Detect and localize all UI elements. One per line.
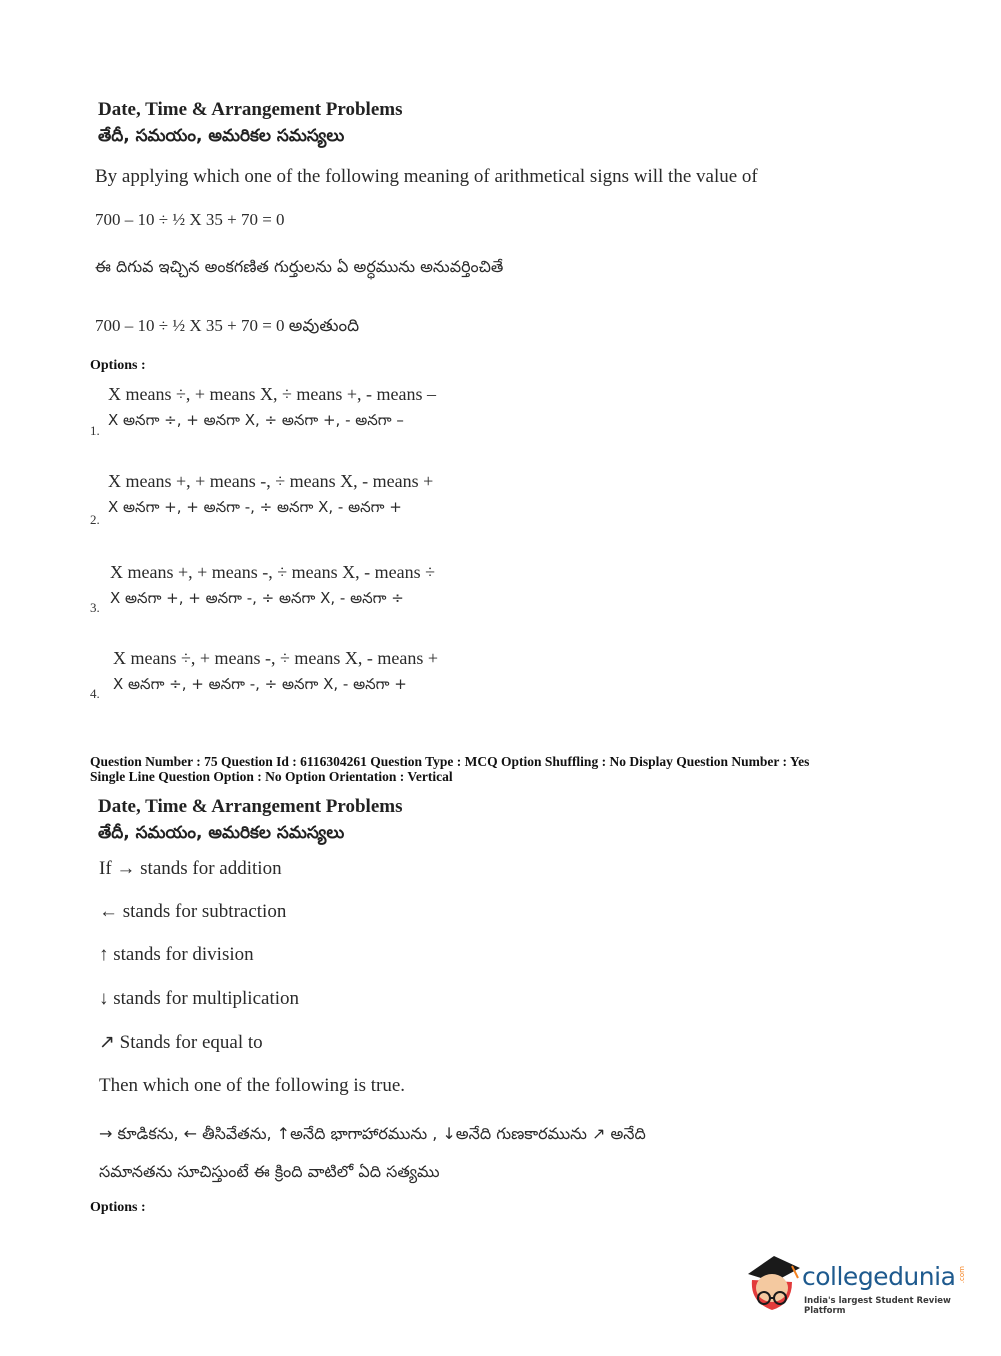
option-text: X means ÷, + means -, ÷ means X, - means + [113,648,438,668]
option-number: 4. [90,686,100,701]
option-text-telugu: X అనగా ÷, + అనగా -, ÷ అనగా X, - అనగా + [113,675,407,693]
option-text-telugu: X అనగా +, + అనగా -, ÷ అనగా X, - అనగా ÷ [110,589,404,607]
question-line: ↑ stands for division [99,944,254,965]
logo-wordmark: collegedunia [802,1262,956,1291]
logo-tagline: India's largest Student Review Platform [804,1296,951,1316]
option-text: X means ÷, + means X, ÷ means +, - means – [108,384,436,404]
options-label: Options : [90,1200,146,1215]
option-text-telugu: X అనగా ÷, + అనగా X, ÷ అనగా +, - అనగా – [108,411,404,429]
question-text: By applying which one of the following meaning of arithmetical signs will the value of [95,166,758,187]
question-meta-line: Single Line Question Option : No Option Orientation : Vertical [90,769,453,784]
option-text: X means +, + means -, ÷ means X, - means ÷ [110,562,435,582]
option-text-telugu: X అనగా +, + అనగా -, ÷ అనగా X, - అనగా + [108,498,402,516]
question-equation-telugu: 700 – 10 ÷ ½ X 35 + 70 = 0 అవుతుంది [95,316,360,335]
question-text-telugu: సమానతను సూచిస్తుంటే ఈ క్రింది వాటిలో ఏది సత్యము [99,1162,440,1181]
question-line: If → stands for addition [99,858,282,879]
question-line: Then which one of the following is true. [99,1075,406,1096]
option-number: 2. [90,512,100,527]
options-label: Options : [90,358,146,373]
section-heading: Date, Time & Arrangement Problems [98,796,403,817]
question-meta-line: Question Number : 75 Question Id : 6116304261 Question Type : MCQ Option Shuffling : No Display Question Number : Yes [90,754,810,769]
question-line: ↗ Stands for equal to [99,1032,263,1053]
logo-suffix: .com [958,1266,966,1284]
section-heading-telugu: తేదీ, సమయం, అమరికల సమస్యలు [98,823,345,843]
option-text: X means +, + means -, ÷ means X, - means + [108,471,434,491]
question-text-telugu: → కూడికను, ← తీసివేతను, ↑అనేది భాగాహారమును , ↓అనేది గుణకారమును ↗ అనేది [99,1124,646,1143]
section-heading-telugu: తేదీ, సమయం, అమరికల సమస్యలు [98,126,345,146]
option-number: 3. [90,600,100,615]
collegedunia-logo [742,1252,972,1322]
section-heading: Date, Time & Arrangement Problems [98,99,403,120]
question-line: ← stands for subtraction [99,901,287,922]
question-line: ↓ stands for multiplication [99,988,300,1009]
mascot-icon [742,1252,804,1318]
question-equation: 700 – 10 ÷ ½ X 35 + 70 = 0 [95,210,285,229]
option-number: 1. [90,423,100,438]
question-text-telugu: ఈ దిగువ ఇచ్చిన అంకగణిత గుర్తులను ఏ అర్ధమును అనువర్తించితే [95,257,504,276]
